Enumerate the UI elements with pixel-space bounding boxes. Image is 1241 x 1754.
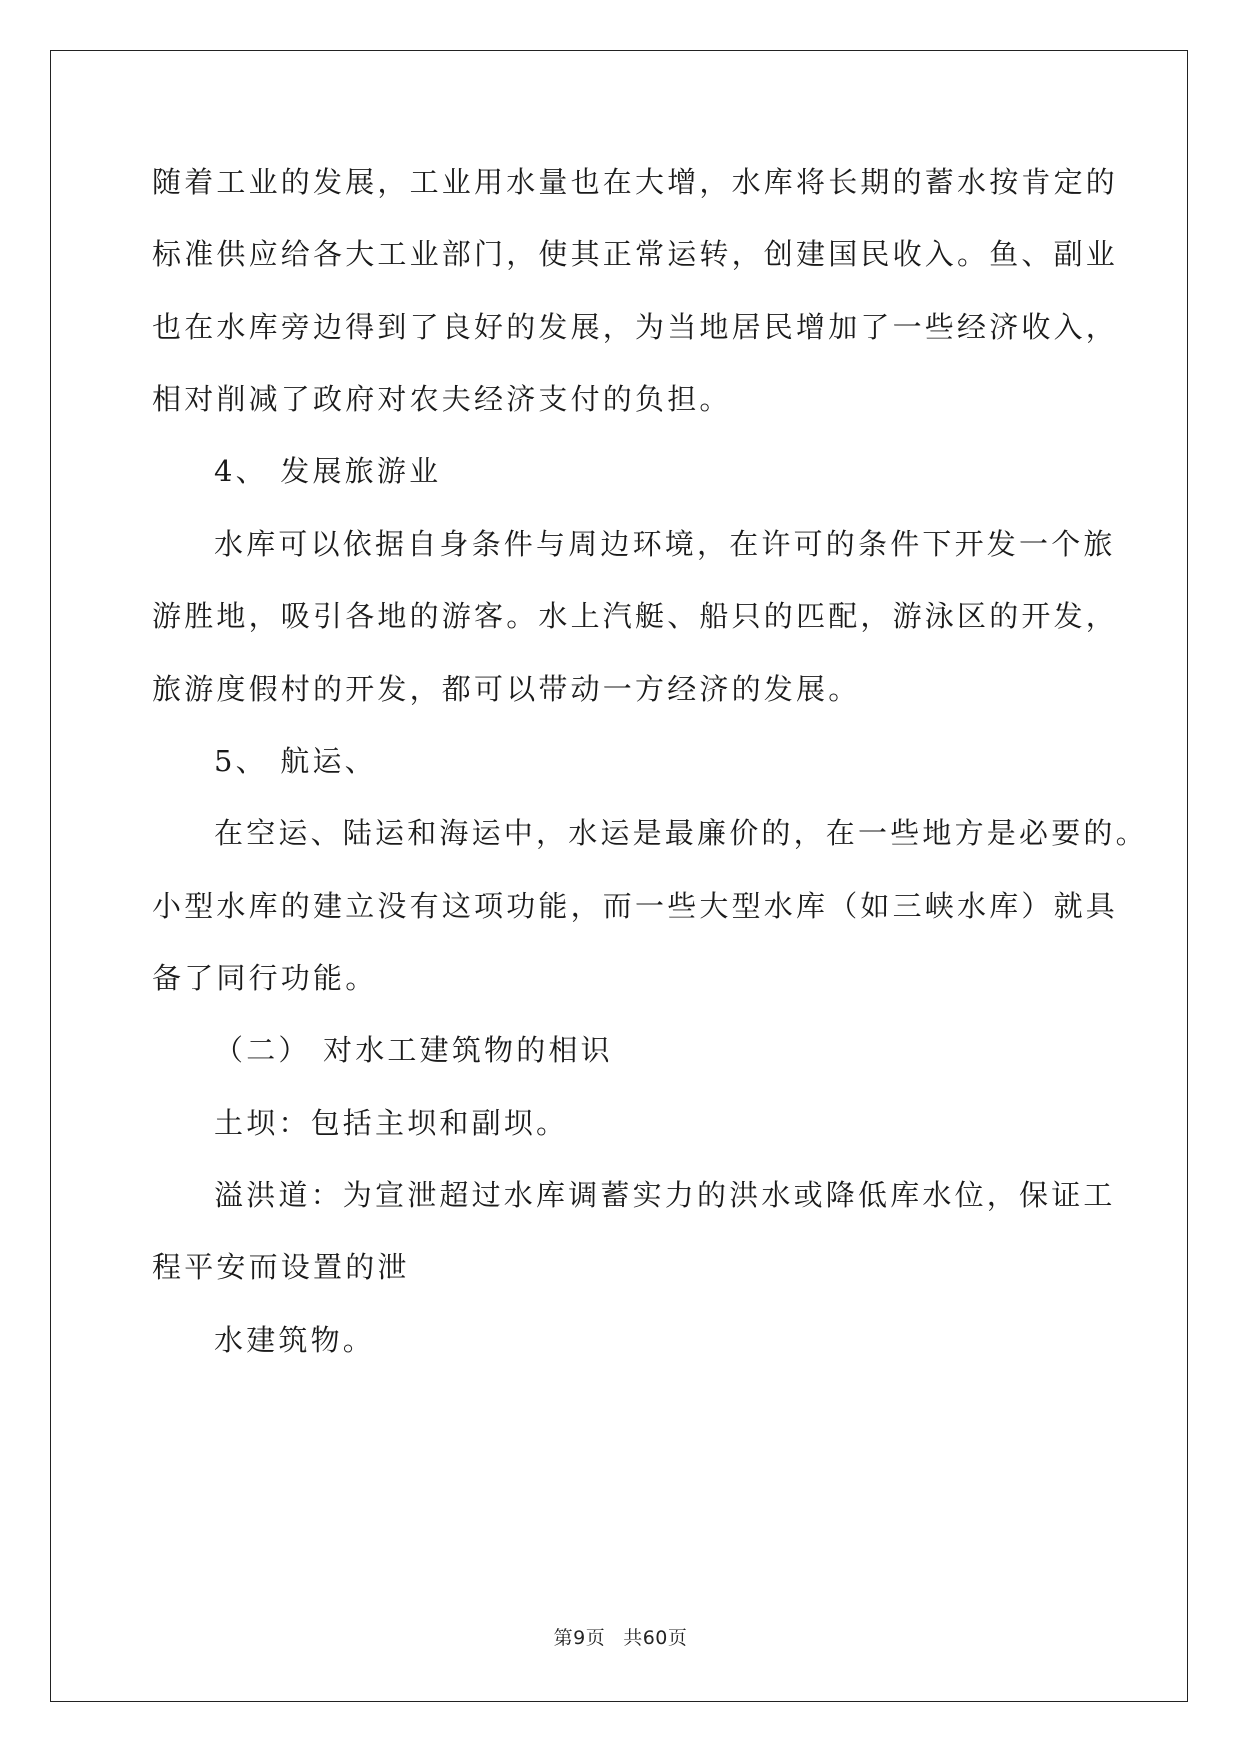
page-total: 共60页 [623, 1627, 688, 1649]
section-heading: 5、 航运、 [214, 744, 377, 778]
paragraph-line: 随着工业的发展，工业用水量也在大增，水库将长期的蓄水按肯定的 [152, 165, 1119, 199]
paragraph-line: 程平安而设置的泄 [152, 1250, 410, 1284]
paragraph-line: 也在水库旁边得到了良好的发展，为当地居民增加了一些经济收入， [152, 310, 1119, 344]
paragraph-line: 水建筑物。 [214, 1323, 376, 1357]
paragraph-line: 在空运、陆运和海运中，水运是最廉价的，在一些地方是必要的。 [214, 816, 1148, 850]
section-heading: 4、 发展旅游业 [214, 454, 442, 488]
paragraph-line: 溢洪道：为宣泄超过水库调蓄实力的洪水或降低库水位，保证工 [214, 1178, 1116, 1212]
paragraph-line: 土坝：包括主坝和副坝。 [214, 1106, 569, 1140]
paragraph-line: 备了同行功能。 [152, 961, 378, 995]
page-number: 第9页 [553, 1627, 606, 1649]
paragraph-line: 相对削减了政府对农夫经济支付的负担。 [152, 382, 732, 416]
paragraph-line: 小型水库的建立没有这项功能，而一些大型水库（如三峡水库）就具 [152, 889, 1119, 923]
page-border [50, 50, 1188, 1702]
section-heading: （二） 对水工建筑物的相识 [214, 1033, 613, 1067]
paragraph-line: 旅游度假村的开发，都可以带动一方经济的发展。 [152, 672, 861, 706]
paragraph-line: 水库可以依据自身条件与周边环境，在许可的条件下开发一个旅 [214, 527, 1116, 561]
paragraph-line: 标准供应给各大工业部门，使其正常运转，创建国民收入。鱼、副业 [152, 237, 1119, 271]
page-footer [0, 1623, 1241, 1650]
paragraph-line: 游胜地，吸引各地的游客。水上汽艇、船只的匹配，游泳区的开发， [152, 599, 1119, 633]
